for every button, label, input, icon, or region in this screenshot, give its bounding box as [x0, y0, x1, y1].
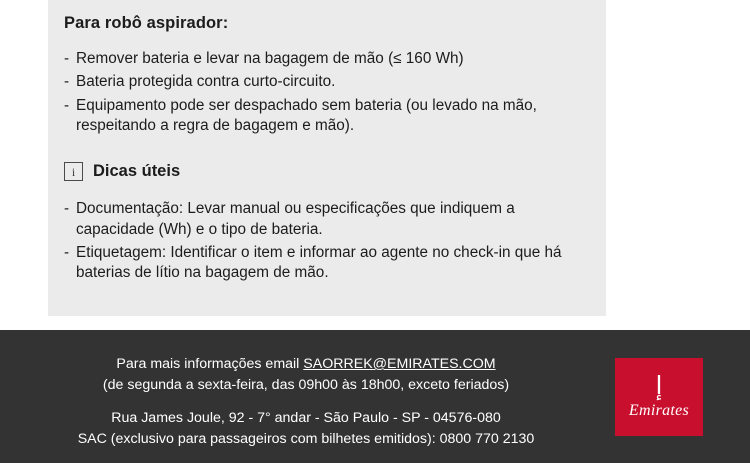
rules-list [64, 49, 590, 136]
tip-text: Documentação: Levar manual ou especificações que indiquem a capacidade (Wh) e o tipo de bateria. [76, 200, 515, 238]
footer-hours: (de segunda a sexta-feira, das 09h00 às 18h00, exceto feriados) [102, 376, 510, 393]
bullet-dash: - [64, 73, 70, 91]
footer-email-line [0, 354, 612, 375]
bullet-dash: - [64, 244, 70, 262]
info-icon: i [64, 162, 83, 181]
rule-text: Equipamento pode ser despachado sem bateria (ou levado na mão, respeitando a regra de bagagem e mão). [76, 96, 537, 135]
footer-email-link[interactable]: SAORREK@EMIRATES.COM [303, 356, 496, 372]
emirates-wordmark: Emirates [628, 402, 690, 419]
footer-email-prefix: Para mais informações email [116, 356, 304, 372]
emirates-logo [615, 358, 703, 436]
footer-contact-block [0, 354, 612, 449]
footer-spacer [0, 395, 612, 408]
rule-text: Remover bateria e levar na bagagem de mão (≤ 160 Wh) [76, 50, 464, 67]
tip-text: Etiquetagem: Identificar o item e informar ao agente no check-in que há baterias de lítio na bagagem de mão. [76, 244, 562, 282]
list-item [64, 72, 590, 92]
footer-address: Rua James Joule, 92 - 7° andar - São Paulo - SP - 04576-080 [111, 410, 501, 427]
baggage-rules-panel [48, 0, 606, 316]
list-item [64, 49, 590, 69]
rule-text: Bateria protegida contra curto-circuito. [76, 73, 336, 91]
section-title: Para robô aspirador: [64, 14, 229, 32]
list-item [64, 243, 590, 284]
bullet-dash: - [64, 96, 70, 114]
footer-sac: SAC (exclusivo para passageiros com bilhetes emitidos): 0800 770 2130 [77, 430, 535, 447]
bullet-dash: - [64, 50, 70, 67]
tips-title: Dicas úteis [93, 162, 181, 181]
list-item [64, 199, 590, 240]
tips-list [64, 199, 590, 283]
bullet-dash: - [64, 200, 70, 218]
list-item [64, 96, 590, 137]
tips-header [64, 162, 590, 181]
emirates-calligraphy-icon: ﺇ [655, 373, 663, 400]
